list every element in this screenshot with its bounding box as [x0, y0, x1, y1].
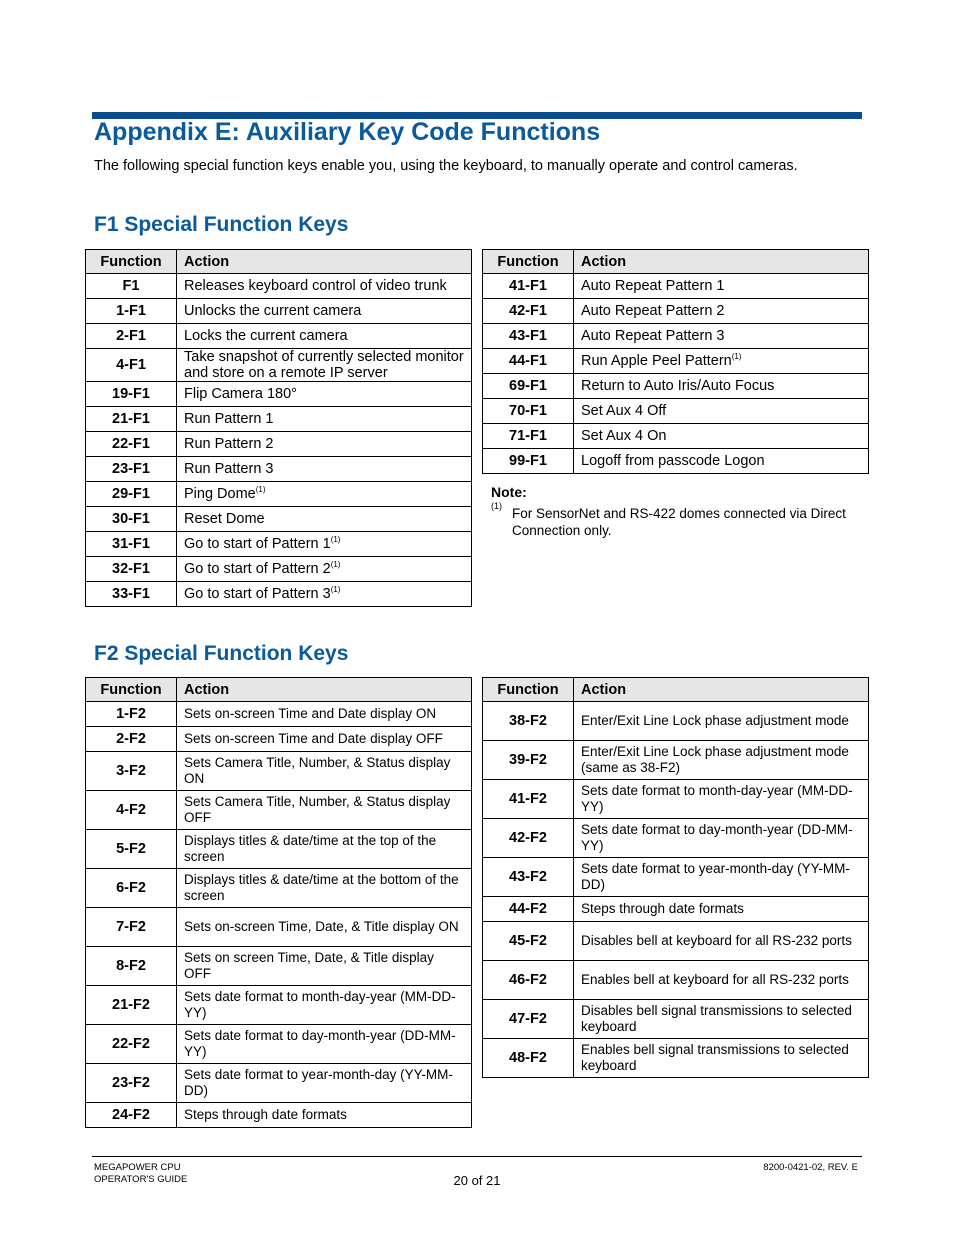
action-text: Sets date format to day-month-year (DD-MM-YY): [581, 822, 853, 853]
table-row: [483, 702, 869, 741]
function-key-cell: 46-F2: [483, 961, 574, 1000]
function-key-cell: 42-F1: [483, 299, 574, 324]
action-cell: [574, 961, 869, 1000]
action-cell: [177, 791, 472, 830]
function-key-cell: 2-F1: [86, 324, 177, 349]
table-row: [483, 349, 869, 374]
function-key-cell: 3-F2: [86, 752, 177, 791]
action-text: Sets Camera Title, Number, & Status display OFF: [184, 794, 451, 825]
table-row: [483, 274, 869, 299]
action-cell: [574, 1039, 869, 1078]
action-cell: [574, 399, 869, 424]
function-key-cell: F1: [86, 274, 177, 299]
action-cell: [574, 424, 869, 449]
action-cell: [574, 897, 869, 922]
action-text: Go to start of Pattern 3: [184, 586, 331, 602]
table-row: [483, 1000, 869, 1039]
action-text: Locks the current camera: [184, 328, 348, 344]
table-row: [483, 299, 869, 324]
function-key-cell: 22-F2: [86, 1025, 177, 1064]
action-cell: [574, 858, 869, 897]
action-text: Sets on screen Time, Date, & Title display OFF: [184, 950, 434, 981]
action-text: Enter/Exit Line Lock phase adjustment mode: [581, 713, 849, 728]
action-cell: [574, 780, 869, 819]
function-key-cell: 41-F1: [483, 274, 574, 299]
action-text: Run Apple Peel Pattern: [581, 353, 732, 369]
function-key-cell: 1-F2: [86, 702, 177, 727]
function-key-cell: 30-F1: [86, 507, 177, 532]
function-key-cell: 21-F1: [86, 407, 177, 432]
action-text: Set Aux 4 Off: [581, 403, 667, 419]
table-row: [86, 274, 472, 299]
function-column-header: Function: [86, 678, 177, 702]
table-row: [86, 1064, 472, 1103]
table-row: [86, 482, 472, 507]
function-key-cell: 99-F1: [483, 449, 574, 474]
action-text: Sets date format to day-month-year (DD-MM-YY): [184, 1028, 456, 1059]
table-row: [86, 869, 472, 908]
table-row: [483, 399, 869, 424]
table-header-row: [483, 250, 869, 274]
action-cell: [574, 702, 869, 741]
function-key-cell: 6-F2: [86, 869, 177, 908]
table-row: [483, 1039, 869, 1078]
action-cell: [177, 482, 472, 507]
table-row: [483, 449, 869, 474]
table-row: [86, 557, 472, 582]
action-cell: [574, 324, 869, 349]
action-cell: [574, 374, 869, 399]
function-key-cell: 4-F1: [86, 349, 177, 382]
function-key-cell: 71-F1: [483, 424, 574, 449]
table-row: [86, 947, 472, 986]
action-cell: [177, 908, 472, 947]
function-key-cell: 45-F2: [483, 922, 574, 961]
action-text: Displays titles & date/time at the top of the screen: [184, 833, 437, 864]
action-cell: [574, 449, 869, 474]
action-text: Steps through date formats: [184, 1107, 347, 1122]
action-cell: [177, 1064, 472, 1103]
action-cell: [177, 382, 472, 407]
action-text: Disables bell at keyboard for all RS-232 ports: [581, 933, 852, 948]
table-row: [483, 741, 869, 780]
action-text: Run Pattern 2: [184, 436, 274, 452]
action-text: Auto Repeat Pattern 3: [581, 328, 725, 344]
action-cell: [177, 702, 472, 727]
action-text: Disables bell signal transmissions to selected keyboard: [581, 1003, 852, 1034]
function-key-cell: 69-F1: [483, 374, 574, 399]
footer-doc-number: 8200-0421-02, REV. E: [763, 1162, 858, 1173]
function-key-cell: 47-F2: [483, 1000, 574, 1039]
action-text: Sets date format to month-day-year (MM-DD-YY): [184, 989, 456, 1020]
action-cell: [574, 922, 869, 961]
action-text: Sets date format to year-month-day (YY-MM-DD): [184, 1067, 453, 1098]
action-cell: [574, 274, 869, 299]
action-cell: [177, 507, 472, 532]
function-key-cell: 42-F2: [483, 819, 574, 858]
note-text: For SensorNet and RS-422 domes connected via Direct Connection only.: [512, 506, 846, 538]
f1-heading: F1 Special Function Keys: [94, 213, 349, 236]
f1-table-right: [482, 249, 869, 474]
function-key-cell: 23-F1: [86, 457, 177, 482]
action-text: Releases keyboard control of video trunk: [184, 278, 447, 294]
f2-table-left: [85, 677, 472, 1128]
table-row: [86, 1103, 472, 1128]
function-key-cell: 1-F1: [86, 299, 177, 324]
action-text: Enables bell at keyboard for all RS-232 ports: [581, 972, 849, 987]
action-cell: [177, 407, 472, 432]
table-row: [483, 819, 869, 858]
action-text: Take snapshot of currently selected monitor and store on a remote IP server: [184, 349, 464, 381]
action-text: Sets date format to month-day-year (MM-DD-YY): [581, 783, 853, 814]
action-cell: [177, 274, 472, 299]
function-column-header: Function: [86, 250, 177, 274]
table-row: [86, 349, 472, 382]
action-text: Go to start of Pattern 2: [184, 561, 331, 577]
action-cell: [177, 752, 472, 791]
table-row: [86, 507, 472, 532]
table-row: [86, 324, 472, 349]
action-column-header: Action: [574, 250, 869, 274]
function-key-cell: 5-F2: [86, 830, 177, 869]
action-cell: [177, 869, 472, 908]
action-text: Enter/Exit Line Lock phase adjustment mode (same as 38-F2): [581, 744, 849, 775]
table-header-row: [86, 250, 472, 274]
function-key-cell: 31-F1: [86, 532, 177, 557]
action-cell: [177, 986, 472, 1025]
table-row: [86, 457, 472, 482]
table-row: [483, 922, 869, 961]
function-key-cell: 43-F1: [483, 324, 574, 349]
action-text: Run Pattern 1: [184, 411, 274, 427]
table-row: [86, 752, 472, 791]
table-row: [483, 961, 869, 1000]
table-row: [483, 858, 869, 897]
table-row: [483, 374, 869, 399]
table-row: [86, 1025, 472, 1064]
action-text: Sets on-screen Time, Date, & Title display ON: [184, 919, 459, 934]
footnote-reference: (1): [731, 352, 742, 361]
table-header-row: [86, 678, 472, 702]
page-number: 20 of 21: [453, 1173, 501, 1188]
action-cell: [177, 1103, 472, 1128]
action-text: Sets on-screen Time and Date display OFF: [184, 731, 443, 746]
action-cell: [177, 947, 472, 986]
table-row: [86, 702, 472, 727]
action-cell: [574, 1000, 869, 1039]
action-cell: [177, 532, 472, 557]
f2-table-right: [482, 677, 869, 1078]
function-key-cell: 24-F2: [86, 1103, 177, 1128]
action-cell: [177, 727, 472, 752]
action-cell: [177, 830, 472, 869]
function-key-cell: 4-F2: [86, 791, 177, 830]
table-row: [86, 830, 472, 869]
function-key-cell: 39-F2: [483, 741, 574, 780]
function-key-cell: 32-F1: [86, 557, 177, 582]
page-title: Appendix E: Auxiliary Key Code Functions: [94, 118, 601, 146]
table-row: [86, 382, 472, 407]
f2-heading: F2 Special Function Keys: [94, 642, 349, 665]
action-cell: [574, 819, 869, 858]
action-cell: [177, 349, 472, 382]
f2-left-rows: [86, 702, 472, 1128]
action-cell: [574, 299, 869, 324]
note-title: Note:: [491, 484, 527, 500]
action-text: Sets on-screen Time and Date display ON: [184, 706, 437, 721]
function-key-cell: 29-F1: [86, 482, 177, 507]
function-key-cell: 44-F1: [483, 349, 574, 374]
action-text: Enables bell signal transmissions to selected keyboard: [581, 1042, 849, 1073]
action-text: Ping Dome: [184, 486, 256, 502]
function-key-cell: 48-F2: [483, 1039, 574, 1078]
function-key-cell: 2-F2: [86, 727, 177, 752]
action-cell: [574, 741, 869, 780]
action-text: Auto Repeat Pattern 2: [581, 303, 725, 319]
table-row: [86, 908, 472, 947]
action-text: Sets date format to year-month-day (YY-MM-DD): [581, 861, 850, 892]
table-row: [86, 532, 472, 557]
action-cell: [574, 349, 869, 374]
action-text: Return to Auto Iris/Auto Focus: [581, 378, 775, 394]
function-key-cell: 44-F2: [483, 897, 574, 922]
table-row: [483, 324, 869, 349]
footer-product: MEGAPOWER CPU: [94, 1162, 181, 1173]
function-key-cell: 33-F1: [86, 582, 177, 607]
action-text: Go to start of Pattern 1: [184, 536, 331, 552]
action-cell: [177, 299, 472, 324]
function-key-cell: 70-F1: [483, 399, 574, 424]
function-key-cell: 8-F2: [86, 947, 177, 986]
table-row: [86, 582, 472, 607]
f1-left-rows: [86, 274, 472, 607]
function-key-cell: 21-F2: [86, 986, 177, 1025]
table-row: [483, 897, 869, 922]
action-text: Steps through date formats: [581, 901, 744, 916]
function-column-header: Function: [483, 250, 574, 274]
action-text: Logoff from passcode Logon: [581, 453, 765, 469]
action-text: Run Pattern 3: [184, 461, 274, 477]
table-header-row: [483, 678, 869, 702]
footnote-reference: (1): [330, 585, 341, 594]
function-column-header: Function: [483, 678, 574, 702]
footnote-reference: (1): [255, 485, 266, 494]
function-key-cell: 22-F1: [86, 432, 177, 457]
function-key-cell: 7-F2: [86, 908, 177, 947]
action-text: Unlocks the current camera: [184, 303, 362, 319]
action-column-header: Action: [574, 678, 869, 702]
action-text: Flip Camera 180°: [184, 386, 297, 402]
table-row: [483, 780, 869, 819]
footer-guide: OPERATOR'S GUIDE: [94, 1174, 188, 1185]
function-key-cell: 19-F1: [86, 382, 177, 407]
footnote-reference: (1): [330, 560, 341, 569]
action-cell: [177, 324, 472, 349]
f2-right-rows: [483, 702, 869, 1078]
action-cell: [177, 432, 472, 457]
action-column-header: Action: [177, 250, 472, 274]
footer-rule: [92, 1156, 862, 1157]
footnote-reference: (1): [330, 535, 341, 544]
action-cell: [177, 1025, 472, 1064]
table-row: [86, 986, 472, 1025]
action-text: Displays titles & date/time at the bottom of the screen: [184, 872, 459, 903]
function-key-cell: 41-F2: [483, 780, 574, 819]
table-row: [86, 407, 472, 432]
table-row: [86, 791, 472, 830]
action-text: Sets Camera Title, Number, & Status display ON: [184, 755, 451, 786]
function-key-cell: 23-F2: [86, 1064, 177, 1103]
action-cell: [177, 582, 472, 607]
f1-table-left: [85, 249, 472, 607]
action-text: Reset Dome: [184, 511, 265, 527]
table-row: [86, 727, 472, 752]
table-row: [86, 432, 472, 457]
note-footnote-mark: (1): [491, 501, 502, 511]
action-text: Auto Repeat Pattern 1: [581, 278, 725, 294]
action-cell: [177, 557, 472, 582]
table-row: [86, 299, 472, 324]
action-cell: [177, 457, 472, 482]
function-key-cell: 38-F2: [483, 702, 574, 741]
f1-right-rows: [483, 274, 869, 474]
intro-paragraph: The following special function keys enable you, using the keyboard, to manually operate and control cameras.: [94, 158, 798, 174]
table-row: [483, 424, 869, 449]
action-column-header: Action: [177, 678, 472, 702]
action-text: Set Aux 4 On: [581, 428, 667, 444]
function-key-cell: 43-F2: [483, 858, 574, 897]
